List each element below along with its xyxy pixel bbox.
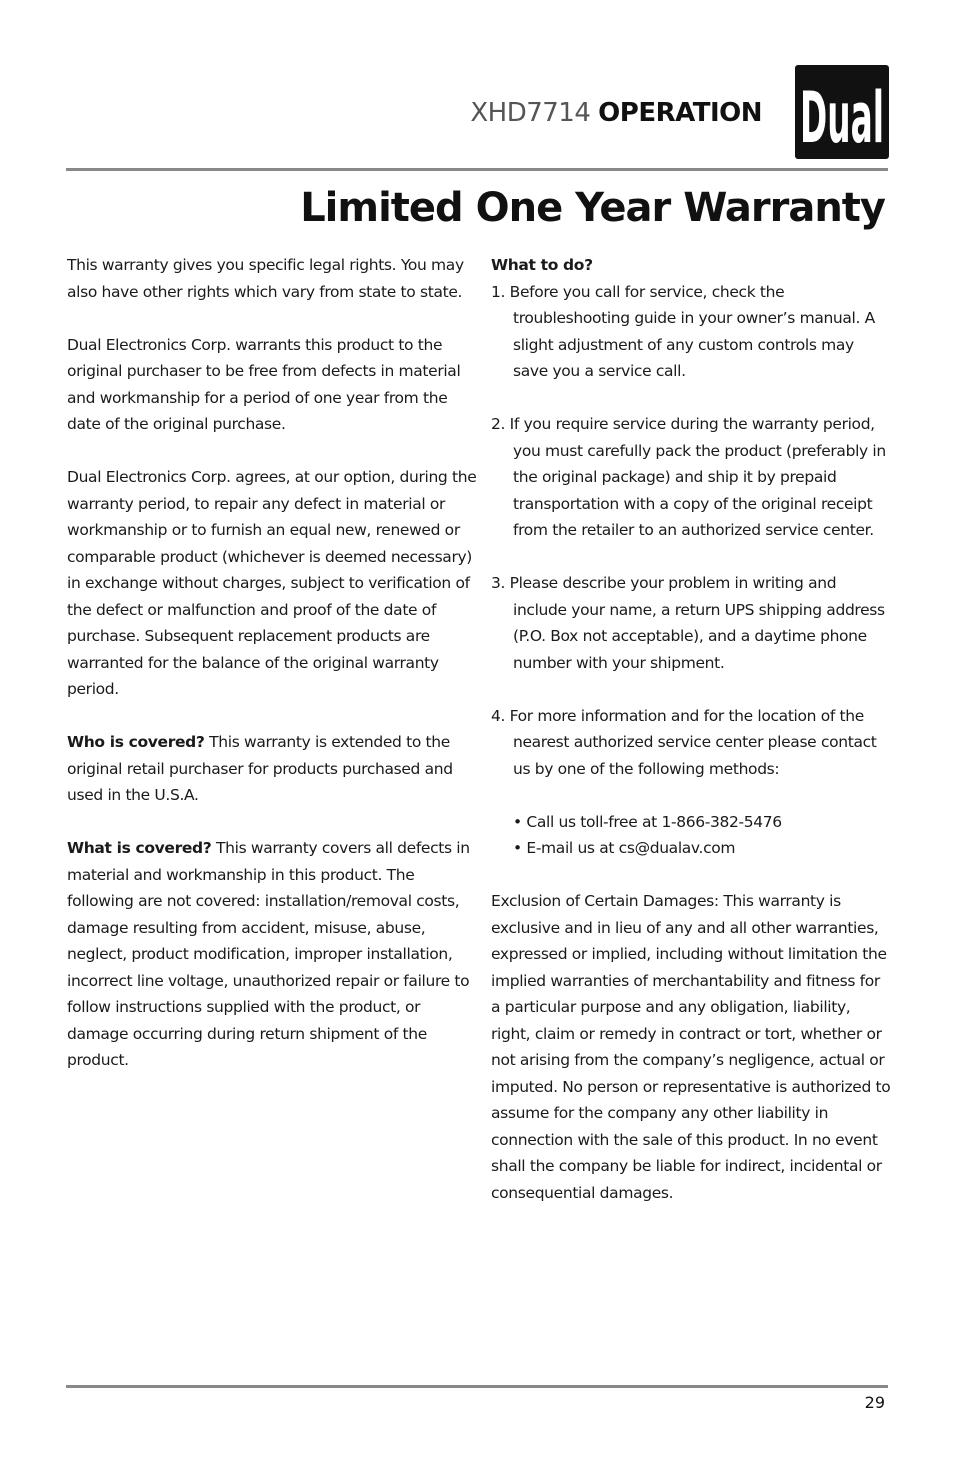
who-covered-paragraph bbox=[67, 729, 477, 809]
what-covered-heading: What is covered? bbox=[67, 839, 212, 857]
step-item: 3. Please describe your problem in writing and include your name, a return UPS shipping address (P.O. Box not acceptable), and a daytime phone number with your shipment. bbox=[491, 574, 885, 672]
header-section: OPERATION bbox=[598, 98, 762, 128]
exclusion-paragraph: Exclusion of Certain Damages: This warranty is exclusive and in lieu of any and all other warranties, expressed or implied, including without limitation the implied warranties of merchantability and fitness for a particular purpose and any obligation, liability, right, claim or remedy in contract or tort, whether or not arising from the company’s negligence, actual or imputed. No person or representative is authorized to assume for the company any other liability in connection with the sale of this product. In no event shall the company be liable for indirect, incidental or consequential damages. bbox=[491, 892, 891, 1202]
what-covered-text: This warranty covers all defects in material and workmanship in this product. The following are not covered: installation/removal costs, damage resulting from accident, misuse, abuse, neglect, product modification, improper installation, incorrect line voltage, unauthorized repair or failure to follow instructions supplied with the product, or damage occurring during return shipment of the product. bbox=[67, 839, 470, 1069]
contact-methods bbox=[513, 809, 891, 862]
page-title: Limited One Year Warranty bbox=[300, 185, 885, 231]
right-column bbox=[491, 252, 891, 1206]
page-number: 29 bbox=[864, 1393, 885, 1412]
logo-text: Dual bbox=[800, 77, 884, 159]
phone-contact: • Call us toll-free at 1-866-382-5476 bbox=[513, 812, 782, 831]
left-column bbox=[67, 252, 477, 1074]
warranty-paragraph: Dual Electronics Corp. warrants this product to the original purchaser to be free from defects in material and workmanship for a period of one year from the date of the original purchase. bbox=[67, 335, 461, 433]
repair-paragraph: Dual Electronics Corp. agrees, at our option, during the warranty period, to repair any defect in material or workmanship or to furnish an equal new, renewed or comparable product (whichever is deemed necessary) in exchange without charges, subject to verification of the defect or malfunction and proof of the date of purchase. Subsequent replacement products are warranted for the balance of the original warranty period. bbox=[67, 468, 477, 698]
bottom-divider bbox=[66, 1385, 888, 1388]
email-contact: • E-mail us at cs@dualav.com bbox=[513, 839, 736, 857]
what-to-do-heading: What to do? bbox=[491, 256, 593, 274]
intro-paragraph: This warranty gives you specific legal rights. You may also have other rights which vary from state to state. bbox=[67, 256, 464, 301]
header-model: XHD7714 bbox=[470, 98, 591, 128]
dual-logo bbox=[795, 65, 889, 159]
step-item: 2. If you require service during the warranty period, you must carefully pack the product (preferably in the original package) and ship it by prepaid transportation with a copy of the original receipt from the retailer to an authorized service center. bbox=[491, 415, 886, 539]
who-covered-heading: Who is covered? bbox=[67, 733, 205, 751]
what-covered-paragraph bbox=[67, 835, 477, 1074]
step-item: 1. Before you call for service, check the troubleshooting guide in your owner’s manual. A slight adjustment of any custom controls may save you a service call. bbox=[491, 282, 875, 380]
header-title bbox=[470, 96, 762, 130]
top-divider bbox=[66, 168, 888, 171]
who-covered-text: This warranty is extended to the original retail purchaser for products purchased and used in the U.S.A. bbox=[67, 733, 453, 804]
step-item: 4. For more information and for the location of the nearest authorized service center please contact us by one of the following methods: bbox=[491, 706, 877, 778]
